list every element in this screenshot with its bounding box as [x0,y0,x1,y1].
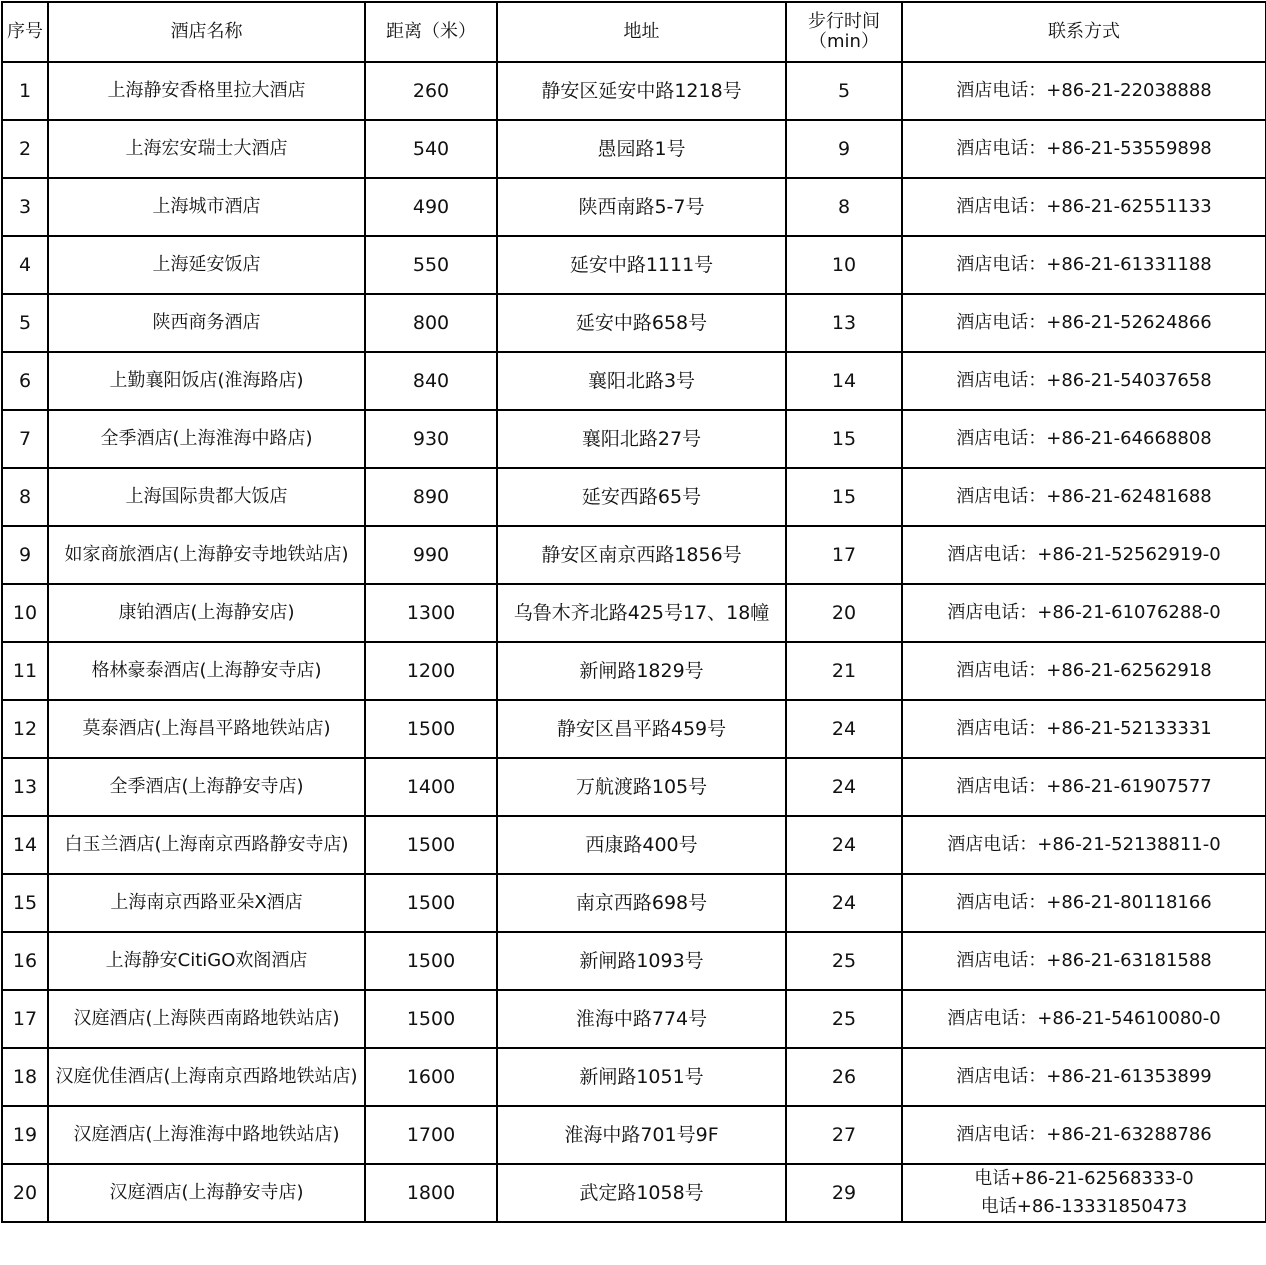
cell-distance: 1300 [365,584,497,642]
cell-contact [902,294,1266,352]
cell-distance: 800 [365,294,497,352]
cell-index: 15 [2,874,48,932]
table-row [2,758,1266,816]
cell-distance: 490 [365,178,497,236]
cell-distance: 540 [365,120,497,178]
cell-index: 10 [2,584,48,642]
header-contact: 联系方式 [902,2,1266,62]
cell-distance: 1500 [365,874,497,932]
cell-distance: 260 [365,62,497,120]
contact-phone: 酒店电话：+86-21-52624866 [956,312,1212,333]
cell-distance: 1400 [365,758,497,816]
cell-walk-time: 8 [786,178,902,236]
cell-walk-time: 21 [786,642,902,700]
cell-index: 7 [2,410,48,468]
cell-address: 静安区昌平路459号 [497,700,786,758]
cell-index: 2 [2,120,48,178]
table-row [2,410,1266,468]
cell-index: 5 [2,294,48,352]
cell-hotel-name: 全季酒店(上海静安寺店) [48,758,365,816]
table-row [2,1048,1266,1106]
contact-phone: 电话+86-13331850473 [980,1196,1188,1217]
cell-address: 延安中路658号 [497,294,786,352]
cell-hotel-name: 汉庭优佳酒店(上海南京西路地铁站店) [48,1048,365,1106]
table-row [2,62,1266,120]
cell-index: 18 [2,1048,48,1106]
table-row [2,932,1266,990]
contact-phone: 酒店电话：+86-21-61907577 [956,776,1212,797]
header-row [2,2,1266,62]
cell-address: 襄阳北路3号 [497,352,786,410]
cell-address: 静安区延安中路1218号 [497,62,786,120]
table-body [2,62,1266,1222]
contact-phone: 酒店电话：+86-21-54037658 [956,370,1212,391]
cell-walk-time: 24 [786,874,902,932]
cell-walk-time: 20 [786,584,902,642]
cell-index: 12 [2,700,48,758]
cell-address: 延安西路65号 [497,468,786,526]
cell-contact [902,642,1266,700]
contact-phone: 酒店电话：+86-21-22038888 [956,80,1212,101]
cell-address: 静安区南京西路1856号 [497,526,786,584]
cell-address: 新闸路1093号 [497,932,786,990]
cell-hotel-name: 康铂酒店(上海静安店) [48,584,365,642]
cell-index: 14 [2,816,48,874]
contact-phone: 电话+86-21-62568333-0 [974,1168,1194,1189]
contact-phone: 酒店电话：+86-21-54610080-0 [947,1008,1221,1029]
cell-contact [902,178,1266,236]
cell-contact [902,1048,1266,1106]
cell-index: 11 [2,642,48,700]
cell-index: 17 [2,990,48,1048]
cell-address: 陕西南路5-7号 [497,178,786,236]
cell-contact [902,990,1266,1048]
table-row [2,1164,1266,1222]
cell-distance: 840 [365,352,497,410]
cell-contact [902,352,1266,410]
cell-hotel-name: 上海城市酒店 [48,178,365,236]
cell-distance: 890 [365,468,497,526]
cell-hotel-name: 汉庭酒店(上海淮海中路地铁站店) [48,1106,365,1164]
contact-phone: 酒店电话：+86-21-62551133 [956,196,1212,217]
cell-walk-time: 9 [786,120,902,178]
cell-address: 新闸路1051号 [497,1048,786,1106]
table-row [2,120,1266,178]
cell-index: 20 [2,1164,48,1222]
table-row [2,526,1266,584]
cell-walk-time: 10 [786,236,902,294]
contact-phone: 酒店电话：+86-21-61331188 [956,254,1212,275]
cell-hotel-name: 上海国际贵都大饭店 [48,468,365,526]
cell-walk-time: 15 [786,468,902,526]
cell-address: 西康路400号 [497,816,786,874]
cell-contact [902,816,1266,874]
cell-address: 南京西路698号 [497,874,786,932]
cell-contact [902,700,1266,758]
cell-address: 淮海中路701号9F [497,1106,786,1164]
contact-phone: 酒店电话：+86-21-61076288-0 [947,602,1221,623]
cell-distance: 1500 [365,932,497,990]
cell-hotel-name: 汉庭酒店(上海陕西南路地铁站店) [48,990,365,1048]
cell-hotel-name: 上海延安饭店 [48,236,365,294]
cell-walk-time: 25 [786,932,902,990]
cell-index: 16 [2,932,48,990]
cell-hotel-name: 陕西商务酒店 [48,294,365,352]
cell-hotel-name: 汉庭酒店(上海静安寺店) [48,1164,365,1222]
table-row [2,584,1266,642]
cell-distance: 1200 [365,642,497,700]
cell-hotel-name: 格林豪泰酒店(上海静安寺店) [48,642,365,700]
cell-distance: 1500 [365,990,497,1048]
cell-contact [902,1164,1266,1222]
table-row [2,1106,1266,1164]
cell-index: 8 [2,468,48,526]
table-row [2,468,1266,526]
table-row [2,352,1266,410]
cell-walk-time: 29 [786,1164,902,1222]
cell-hotel-name: 上海宏安瑞士大酒店 [48,120,365,178]
cell-distance: 1700 [365,1106,497,1164]
contact-phone: 酒店电话：+86-21-80118166 [956,892,1212,913]
cell-index: 4 [2,236,48,294]
cell-contact [902,584,1266,642]
cell-contact [902,120,1266,178]
table-row [2,642,1266,700]
header-distance: 距离（米） [365,2,497,62]
contact-phone: 酒店电话：+86-21-52138811-0 [947,834,1221,855]
cell-contact [902,758,1266,816]
contact-phone: 酒店电话：+86-21-53559898 [956,138,1212,159]
cell-address: 愚园路1号 [497,120,786,178]
cell-walk-time: 27 [786,1106,902,1164]
cell-address: 延安中路1111号 [497,236,786,294]
cell-distance: 550 [365,236,497,294]
table-row [2,294,1266,352]
cell-walk-time: 17 [786,526,902,584]
header-name: 酒店名称 [48,2,365,62]
cell-walk-time: 24 [786,758,902,816]
contact-phone: 酒店电话：+86-21-61353899 [956,1066,1212,1087]
cell-distance: 930 [365,410,497,468]
cell-distance: 1500 [365,816,497,874]
cell-address: 万航渡路105号 [497,758,786,816]
cell-address: 武定路1058号 [497,1164,786,1222]
cell-distance: 990 [365,526,497,584]
cell-contact [902,410,1266,468]
header-walk-label: 步行时间 [808,11,880,32]
table-row [2,236,1266,294]
header-walk-time [786,2,902,62]
cell-contact [902,1106,1266,1164]
cell-index: 6 [2,352,48,410]
contact-phone: 酒店电话：+86-21-62481688 [956,486,1212,507]
cell-walk-time: 25 [786,990,902,1048]
cell-address: 乌鲁木齐北路425号17、18幢 [497,584,786,642]
table-row [2,700,1266,758]
table-row [2,874,1266,932]
cell-distance: 1500 [365,700,497,758]
cell-walk-time: 13 [786,294,902,352]
cell-contact [902,62,1266,120]
cell-contact [902,468,1266,526]
cell-address: 淮海中路774号 [497,990,786,1048]
cell-distance: 1600 [365,1048,497,1106]
contact-phone: 酒店电话：+86-21-62562918 [956,660,1212,681]
cell-walk-time: 26 [786,1048,902,1106]
table-row [2,816,1266,874]
cell-contact [902,526,1266,584]
cell-walk-time: 14 [786,352,902,410]
cell-address: 襄阳北路27号 [497,410,786,468]
cell-hotel-name: 上海静安香格里拉大酒店 [48,62,365,120]
cell-address: 新闸路1829号 [497,642,786,700]
contact-phone: 酒店电话：+86-21-52562919-0 [947,544,1221,565]
cell-hotel-name: 白玉兰酒店(上海南京西路静安寺店) [48,816,365,874]
table-row [2,990,1266,1048]
header-index: 序号 [2,2,48,62]
cell-walk-time: 15 [786,410,902,468]
cell-distance: 1800 [365,1164,497,1222]
contact-phone: 酒店电话：+86-21-63288786 [956,1124,1212,1145]
cell-walk-time: 24 [786,700,902,758]
header-walk-unit: （min） [809,31,879,52]
cell-contact [902,236,1266,294]
cell-contact [902,874,1266,932]
cell-hotel-name: 上勤襄阳饭店(淮海路店) [48,352,365,410]
cell-index: 19 [2,1106,48,1164]
contact-phone: 酒店电话：+86-21-63181588 [956,950,1212,971]
cell-contact [902,932,1266,990]
contact-phone: 酒店电话：+86-21-64668808 [956,428,1212,449]
table-row [2,178,1266,236]
cell-index: 13 [2,758,48,816]
cell-index: 3 [2,178,48,236]
contact-phone: 酒店电话：+86-21-52133331 [956,718,1212,739]
hotel-table [1,1,1266,1223]
cell-walk-time: 5 [786,62,902,120]
cell-hotel-name: 上海南京西路亚朵X酒店 [48,874,365,932]
cell-index: 9 [2,526,48,584]
cell-hotel-name: 上海静安CitiGO欢阁酒店 [48,932,365,990]
header-address: 地址 [497,2,786,62]
cell-hotel-name: 莫泰酒店(上海昌平路地铁站店) [48,700,365,758]
cell-walk-time: 24 [786,816,902,874]
cell-hotel-name: 如家商旅酒店(上海静安寺地铁站店) [48,526,365,584]
cell-index: 1 [2,62,48,120]
cell-hotel-name: 全季酒店(上海淮海中路店) [48,410,365,468]
